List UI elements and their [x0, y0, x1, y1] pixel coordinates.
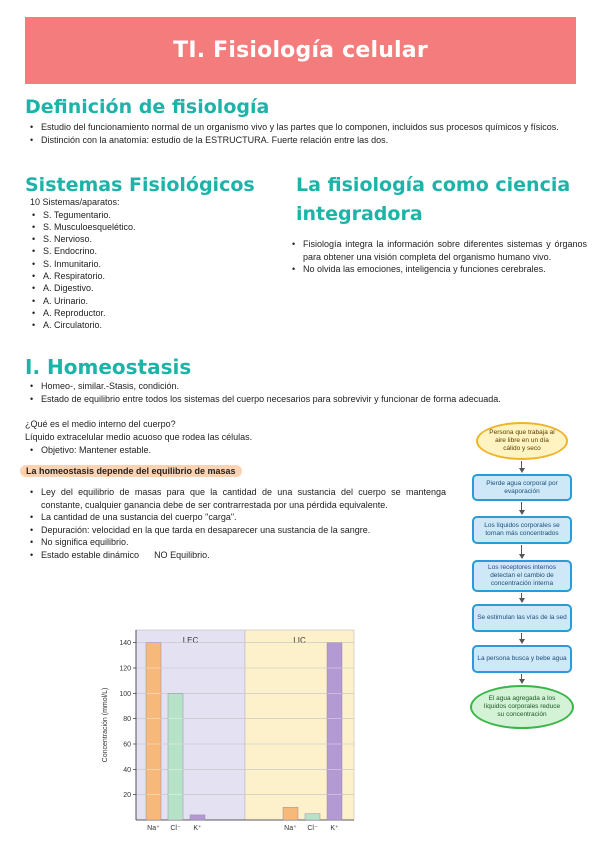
bar-lic-0	[283, 807, 298, 820]
y-tick-label: 80	[123, 716, 131, 724]
x-tick-label: Na⁺	[284, 825, 297, 832]
flow-start: Persona que trabaja al aire libre en un día cálido y seco	[476, 422, 568, 460]
list-item: • La cantidad de una sustancia del cuerpo "carga".	[28, 511, 446, 524]
flow-arrow	[520, 633, 524, 644]
integradora-heading-line1: La fisiología como ciencia	[296, 174, 571, 196]
sistemas-intro: 10 Sistemas/aparatos:	[30, 197, 120, 207]
mass-balance-list	[28, 486, 446, 561]
flow-arrow	[520, 545, 524, 559]
sistema-item: • S. Endocrino.	[30, 245, 250, 257]
flow-arrow	[520, 502, 524, 515]
objective-list	[28, 444, 328, 457]
bar-lic-1	[305, 814, 320, 820]
x-tick-label: Na⁺	[147, 825, 160, 832]
homeostasis-list	[28, 380, 588, 405]
bar-lec-0	[146, 643, 161, 820]
list-item: • Objetivo: Mantener estable.	[28, 444, 328, 457]
list-item: • Depuración: velocidad en la que tarda en desaparecer una sustancia de la sangre.	[28, 524, 446, 537]
list-item: • Homeo-, similar.-Stasis, condición.	[28, 380, 588, 393]
list-item: • No significa equilibrio.	[28, 536, 446, 549]
definicion-heading: Definición de fisiología	[25, 96, 270, 118]
sistema-item: • A. Urinario.	[30, 295, 250, 307]
list-item: • Estudio del funcionamiento normal de un organismo vivo y las partes que lo componen, incluidos sus procesos químicos y físicos.	[28, 121, 576, 134]
bar-lec-1	[168, 693, 183, 820]
flow-step: Los receptores internos detectan el cambio de concentración interna	[472, 560, 572, 592]
integradora-heading-line2: integradora	[296, 203, 423, 225]
sistema-item: • S. Tegumentario.	[30, 209, 250, 221]
list-item: • Ley del equilibrio de masas para que la cantidad de una sustancia del cuerpo se mantenga constante, cualquier ganancia debe de ser contrarrestada por una pérdida equivalente.	[28, 486, 446, 511]
flow-step: La persona busca y bebe agua	[472, 645, 572, 673]
sistemas-list	[30, 209, 250, 332]
panel-label-lec: LEC	[182, 636, 199, 645]
highlight-label: La homeostasis depende del equilibrio de masas	[20, 465, 242, 477]
medio-interno-question: ¿Qué es el medio interno del cuerpo?	[25, 419, 176, 429]
x-tick-label: Cl⁻	[170, 825, 181, 832]
flow-step: Pierde agua corporal por evaporación	[472, 474, 572, 501]
flow-end: El agua agregada a los líquidos corporales reduce su concentración	[470, 685, 574, 729]
sistema-item: • S. Nervioso.	[30, 233, 250, 245]
sistema-item: • S. Inmunitario.	[30, 258, 250, 270]
x-tick-label: K⁺	[193, 825, 202, 832]
y-tick-label: 140	[119, 640, 131, 648]
panel-label-lic: LIC	[293, 636, 306, 645]
y-axis-label: Concentración (mmol/L)	[102, 687, 109, 763]
sistema-item: • A. Respiratorio.	[30, 270, 250, 282]
title-banner	[25, 17, 576, 84]
x-tick-label: Cl⁻	[307, 825, 318, 832]
list-item: • Distinción con la anatomía: estudio de la ESTRUCTURA. Fuerte relación entre las dos.	[28, 134, 576, 147]
y-tick-label: 100	[119, 690, 131, 698]
y-tick-label: 40	[123, 766, 131, 774]
sistemas-heading: Sistemas Fisiológicos	[25, 174, 255, 196]
sistema-item: • A. Circulatorio.	[30, 319, 250, 331]
y-tick-label: 120	[119, 665, 131, 673]
list-item: • Estado estable dinámico NO Equilibrio.	[28, 549, 446, 562]
flow-step: Los líquidos corporales se tornan más concentrados	[472, 516, 572, 544]
bar-lic-2	[327, 643, 342, 820]
page-title: TI. Fisiología celular	[173, 38, 428, 63]
sistema-item: • S. Musculoesquelético.	[30, 221, 250, 233]
bar-lec-2	[190, 815, 205, 820]
integradora-list	[290, 238, 587, 276]
flow-arrow	[520, 593, 524, 603]
list-item: • No olvida las emociones, inteligencia y funciones cerebrales.	[290, 263, 587, 276]
y-tick-label: 60	[123, 741, 131, 749]
definicion-list	[28, 121, 576, 146]
sistema-item: • A. Digestivo.	[30, 282, 250, 294]
flow-arrow	[520, 461, 524, 473]
flow-arrow	[520, 674, 524, 684]
x-tick-label: K⁺	[330, 825, 339, 832]
flow-step: Se estimulan las vías de la sed	[472, 604, 572, 632]
list-item: • Fisiología integra la información sobre diferentes sistemas y órganos para obtener una visión completa del organismo humano vivo.	[290, 238, 587, 263]
list-item: • Estado de equilibrio entre todos los sistemas del cuerpo necesarios para sobrevivir y funcionar de forma adecuada.	[28, 393, 588, 406]
concentration-chart	[94, 626, 394, 836]
medio-interno-answer: Líquido extracelular medio acuoso que rodea las células.	[25, 432, 253, 442]
sistema-item: • A. Reproductor.	[30, 307, 250, 319]
y-tick-label: 20	[123, 792, 131, 800]
homeostasis-heading: I. Homeostasis	[25, 355, 192, 379]
